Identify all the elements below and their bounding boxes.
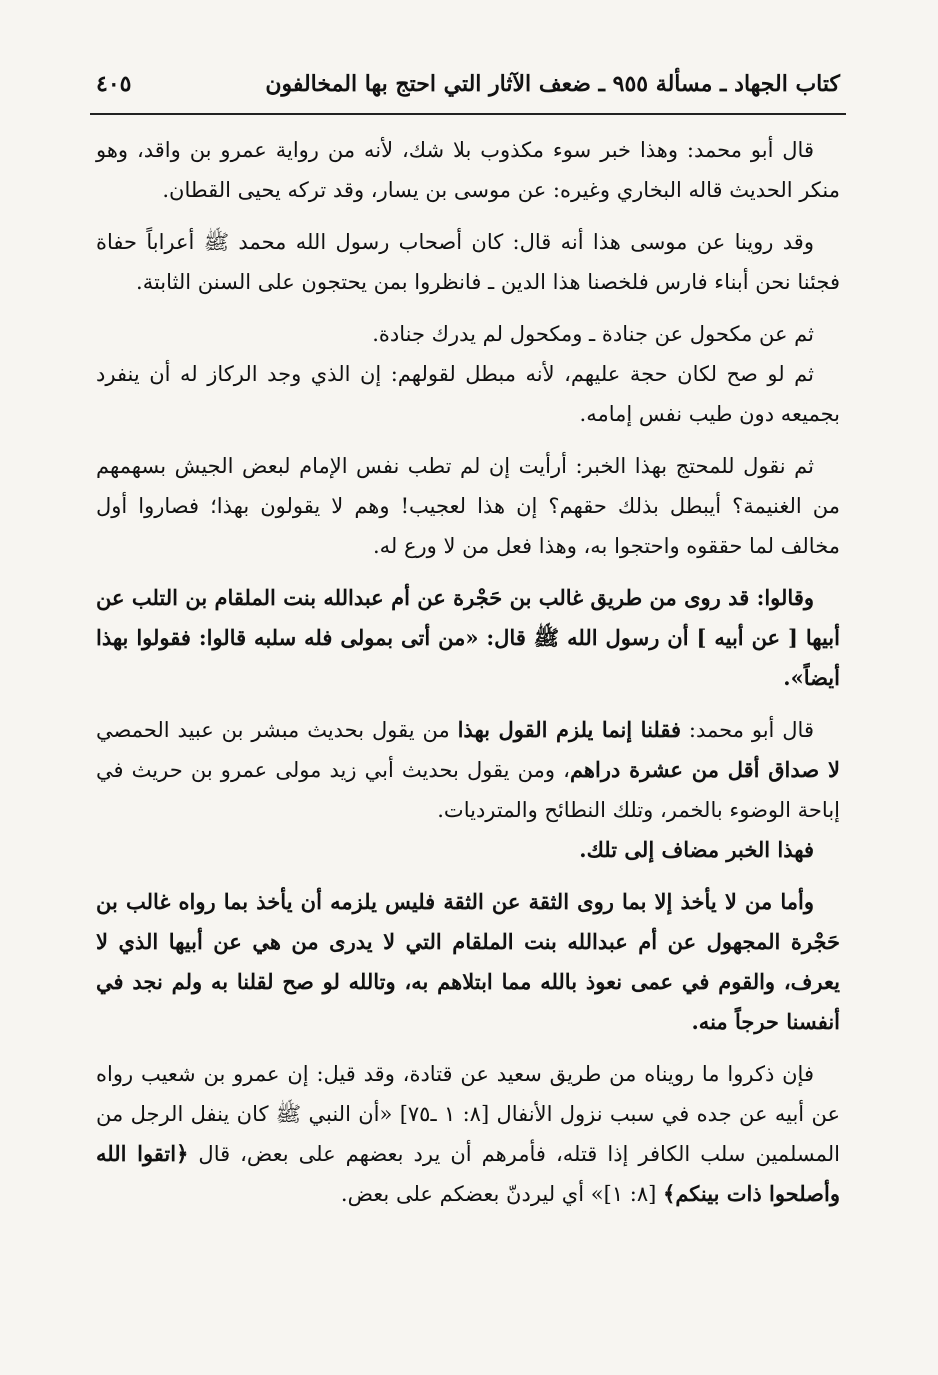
paragraph (96, 222, 840, 302)
text-segment: ثم عن مكحول عن جنادة ـ ومكحول لم يدرك جنادة. (372, 322, 814, 346)
bold-text-segment: فقلنا إنما يلزم القول بهذا (457, 717, 682, 742)
paragraph (96, 578, 840, 698)
paragraph (96, 314, 840, 354)
text-segment: ثم لو صح لكان حجة عليهم، لأنه مبطل لقولهم: إن الذي وجد الركاز له أن ينفرد بجميعه دون طيب نفس إمامه. (96, 362, 840, 426)
paragraph (96, 354, 840, 434)
bold-text-segment: وأما من لا يأخذ إلا بما روى الثقة عن الثقة فليس يلزمه أن يأخذ بما رواه غالب بن حَجْرة المجهول عن أم عبدالله بنت الملقام التي لا يدرى من هي عن أبيها الذي لا يعرف، والقوم في عمى نعوذ بالله مما ابتلاهم به، وتالله لو صح لقلنا به ولم نجد في أنفسنا حرجاً منه. (96, 889, 840, 1034)
text-segment: فإن ذكروا ما رويناه من طريق سعيد عن قتادة، وقد قيل: إن عمرو بن شعيب رواه عن أبيه عن جده في سبب نزول الأنفال [٨: ١ ـ٧٥] «أن النبي ﷺ كان ينفل الرجل من المسلمين سلب الكافر إذا قتله، فأمرهم أن يرد بعضهم على بعض، قال (96, 1062, 841, 1166)
text-segment: قال أبو محمد: (681, 718, 814, 742)
header-rule (90, 113, 846, 115)
text-segment: ، ومن يقول بحديث أبي زيد مولى عمرو بن حريث في إباحة الوضوء بالخمر، وتلك النطائح والمترديات. (96, 758, 840, 822)
paragraph (96, 446, 840, 566)
text-segment: ثم نقول للمحتج بهذا الخبر: أرأيت إن لم تطب نفس الإمام لبعض الجيش بسهمهم من الغنيمة؟ أيبطل بذلك حقهم؟ إن هذا لعجيب! وهم لا يقولون بهذا؛ فصاروا أول مخالف لما حققوه واحتجوا به، وهذا فعل من لا ورع له. (96, 454, 840, 558)
text-segment: [٨: ١]» أي ليردنّ بعضكم على بعض. (340, 1182, 664, 1206)
page-header (96, 62, 840, 106)
paragraph (96, 1054, 840, 1214)
text-segment: وقد روينا عن موسى هذا أنه قال: كان أصحاب رسول الله محمد ﷺ أعراباً حفاة فجئنا نحن أبناء فارس فلخصنا هذا الدين ـ فانظروا بمن يحتجون على السنن الثابتة. (96, 230, 840, 294)
bold-text-segment: ﴿اتقوا الله وأصلحوا ذات بينكم﴾ (96, 1141, 840, 1206)
paragraph (96, 130, 840, 210)
bold-text-segment: لا صداق أقل من عشرة دراهم (569, 757, 840, 782)
paragraph (96, 882, 840, 1042)
paragraph (96, 830, 840, 870)
text-segment: قال أبو محمد: وهذا خبر سوء مكذوب بلا شك، لأنه من رواية عمرو بن واقد، وهو منكر الحديث قاله البخاري وغيره: عن موسى بن يسار، وقد تركه يحيى القطان. (96, 138, 840, 202)
page-body (96, 130, 840, 1226)
text-segment: من يقول بحديث مبشر بن عبيد الحمصي (96, 718, 458, 742)
paragraph (96, 710, 840, 830)
bold-text-segment: وقالوا: قد روى من طريق غالب بن حَجْرة عن أم عبدالله بنت الملقام بن التلب عن أبيها [ عن أبيه ] أن رسول الله ﷺ قال: «من أتى بمولى فله سلبه قالوا: فقولوا بهذا أيضاً». (96, 585, 840, 690)
page-number: ٤٠٥ (96, 71, 132, 97)
chapter-title: كتاب الجهاد ـ مسألة ٩٥٥ ـ ضعف الآثار التي احتج بها المخالفون (265, 71, 840, 97)
bold-text-segment: فهذا الخبر مضاف إلى تلك. (579, 837, 814, 862)
